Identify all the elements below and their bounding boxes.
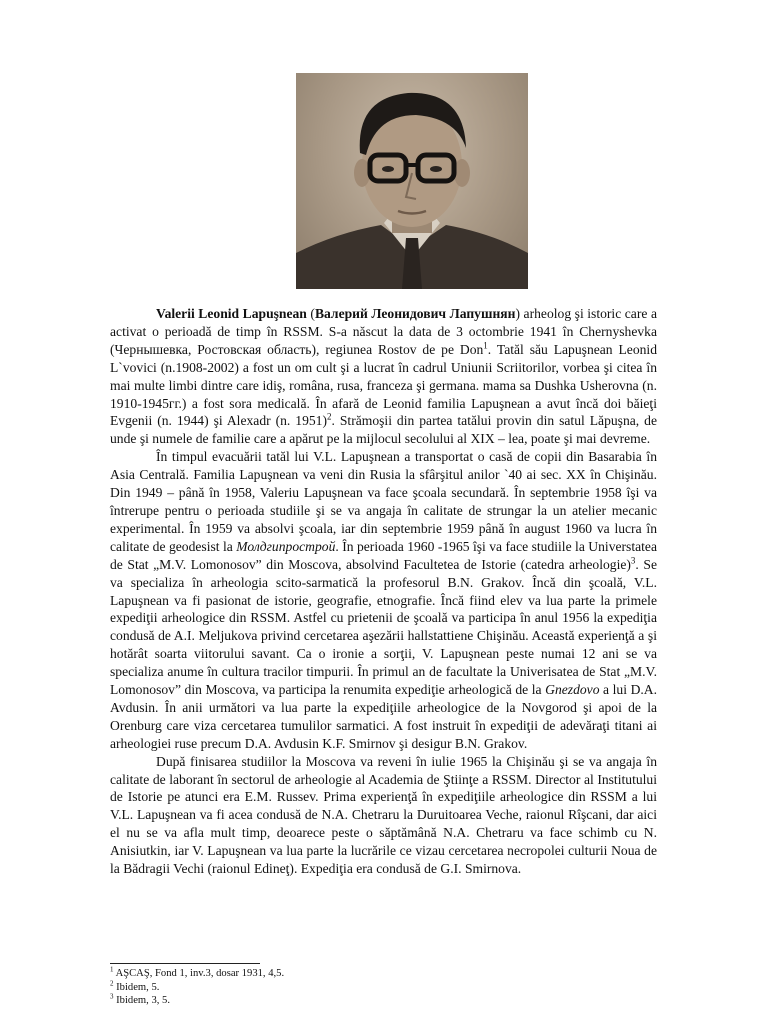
footnote-3-number: 3 — [110, 992, 114, 1001]
p2-text-4: a lui D.A. Avdusin. În anii următori va lua parte la expediţiile arheologice de la Novgorod şi apoi de la Orenburg care viza cercetarea tumulilor sarmatici. A fost instruit în expediţii de adevăraţi titani ai arheologiei ruse precum D.A. Avdusin K.F. Smirnov şi desigur B.N. Grakov. — [110, 682, 657, 751]
paragraph-2 — [110, 448, 657, 752]
footnote-2-number: 2 — [110, 979, 114, 988]
p2-text-3: . Se va specializa în arheologia scito-sarmatică la profesorul B.N. Grakov. Încă din şcoală, V.L. Lapuşnean va fi pasionat de istorie, geografie, etnografie. Încă fiind elev va lua parte la primele expediţii arheologice din RSSM. Astfel cu prietenii de şcoală va participa în anul 1956 la expediţia condusă de A.I. Meljukova privind cercetarea aşezării hallstattiene Chişinău. Această experienţă a şi hotărât soarta viitorului savant. Ca o ironie a sorţii, V. Lapuşnean peste numai 12 ani se va specializa anume în cultura tracilor timpurii. În primul an de facultate la Univerisatea de Stat „M.V. Lomonosov” din Moscova, va participa la renumita expediţie arheologică de la — [110, 556, 657, 698]
name-cyrillic: Валерий Леонидович Лапушнян — [314, 306, 516, 321]
paren-open: ( — [306, 306, 315, 321]
footnote-3 — [110, 994, 657, 1008]
portrait-illustration — [296, 73, 528, 289]
footnote-separator — [110, 963, 260, 964]
italic-moldgiprostroi: Молдгипрострой — [236, 538, 336, 554]
footnote-1-text: AŞCAŞ, Fond 1, inv.3, dosar 1931, 4,5. — [113, 968, 285, 979]
footnote-1 — [110, 967, 657, 981]
footnotes — [110, 967, 657, 1008]
name-latin: Valerii Leonid Lapuşnean — [156, 306, 307, 321]
biography-text — [110, 305, 657, 878]
p1-text-3: . Strămoşii din partea tatălui provin din satul Lăpuşna, de unde şi numele de familie care a apărut pe la mijlocul secolului al XIX – lea, poate şi mai devreme. — [110, 413, 657, 447]
p2-text-1: În timpul evacuării tatăl lui V.L. Lapuşnean a transportat o casă de copii din Basarabia în Asia Centrală. Familia Lapuşnean va veni din Rusia la sfârşitul anilor `40 ai sec. XX în Chişinău. Din 1949 – până în 1958, Valeriu Lapuşnean va face şcoala secundară. În septembrie 1958 îşi va întrerupe pentru o perioada studiile şi se va angaja în calitate de strungar la un atelier mecanic experimental. În 1959 va absolvi şcoala, iar din septembrie 1959 până în august 1960 va lucra în calitate de geodesist la — [110, 449, 657, 554]
p3-text-1: După finisarea studiilor la Moscova va reveni în iulie 1965 la Chişinău şi se va angaja în calitate de laborant în sectorul de arheologie al Academia de Ştiinţe a RSSM. Director al Institutului de Istorie pe atunci era E.M. Russev. Prima experienţă în expediţiile arheologice din RSSM a lui V.L. Lapuşnean va fi acea condusă de N.A. Chetraru la Duruitoarea Veche, raionul Rîşcani, dar aici el nu se va afla mult timp, deoarece peste o săptămână N.A. Chetraru va face schimb cu N. Anisiutkin, iar V. Lapuşnean va lua parte la lucrările ce vizau cercetarea necropolei culturii Noua de la Bădragii Vechi (raionul Edineţ). Expediţia era condusă de G.I. Smirnova. — [110, 753, 657, 877]
p2-text-2: . În perioada 1960 -1965 îşi va face studiile la Universtatea de Stat „M.V. Lomonosov” din Moscova, absolvind Facultetea de Istorie (catedra arheologie) — [110, 538, 657, 572]
footnote-3-text: Ibidem, 3, 5. — [113, 995, 170, 1007]
p1-text-2: . Tatăl său Lapuşnean Leonid L`vovici (n.1908-2002) a fost un om cult şi a lucrat în cadrul Uniunii Scriitorilor, vorbea şi citea în mai multe limbi dintre care idiş, româna, rusa, franceza şi germana. mama sa Dushka Usherovna (n. 1910-1945гг.) a fost sora medicală. În afară de Leonid familia Lapuşnean a avut încă doi băieţi Evgenii (n. 1944) şi Alexadr (n. 1951) — [110, 341, 658, 429]
footnote-2-text: Ibidem, 5. — [113, 981, 160, 993]
italic-gnezdovo: Gnezdovo — [545, 682, 600, 698]
footnote-ref-2[interactable]: 2 — [327, 411, 332, 422]
portrait-photo — [296, 73, 528, 289]
footnote-ref-1[interactable]: 1 — [483, 340, 488, 351]
footnote-1-number: 1 — [110, 965, 114, 974]
footnote-ref-3[interactable]: 3 — [630, 555, 636, 566]
paragraph-1 — [110, 305, 657, 448]
p1-text-1: ) arheolog şi istoric care a activat o perioadă de timp în RSSM. S-a născut la data de 3 octombrie 1941 în Chernyshevka (Чернышевка, Ростовская область), regiunea Rostov de pe Don — [110, 306, 657, 357]
paragraph-3 — [110, 753, 657, 878]
footnote-2 — [110, 981, 657, 995]
